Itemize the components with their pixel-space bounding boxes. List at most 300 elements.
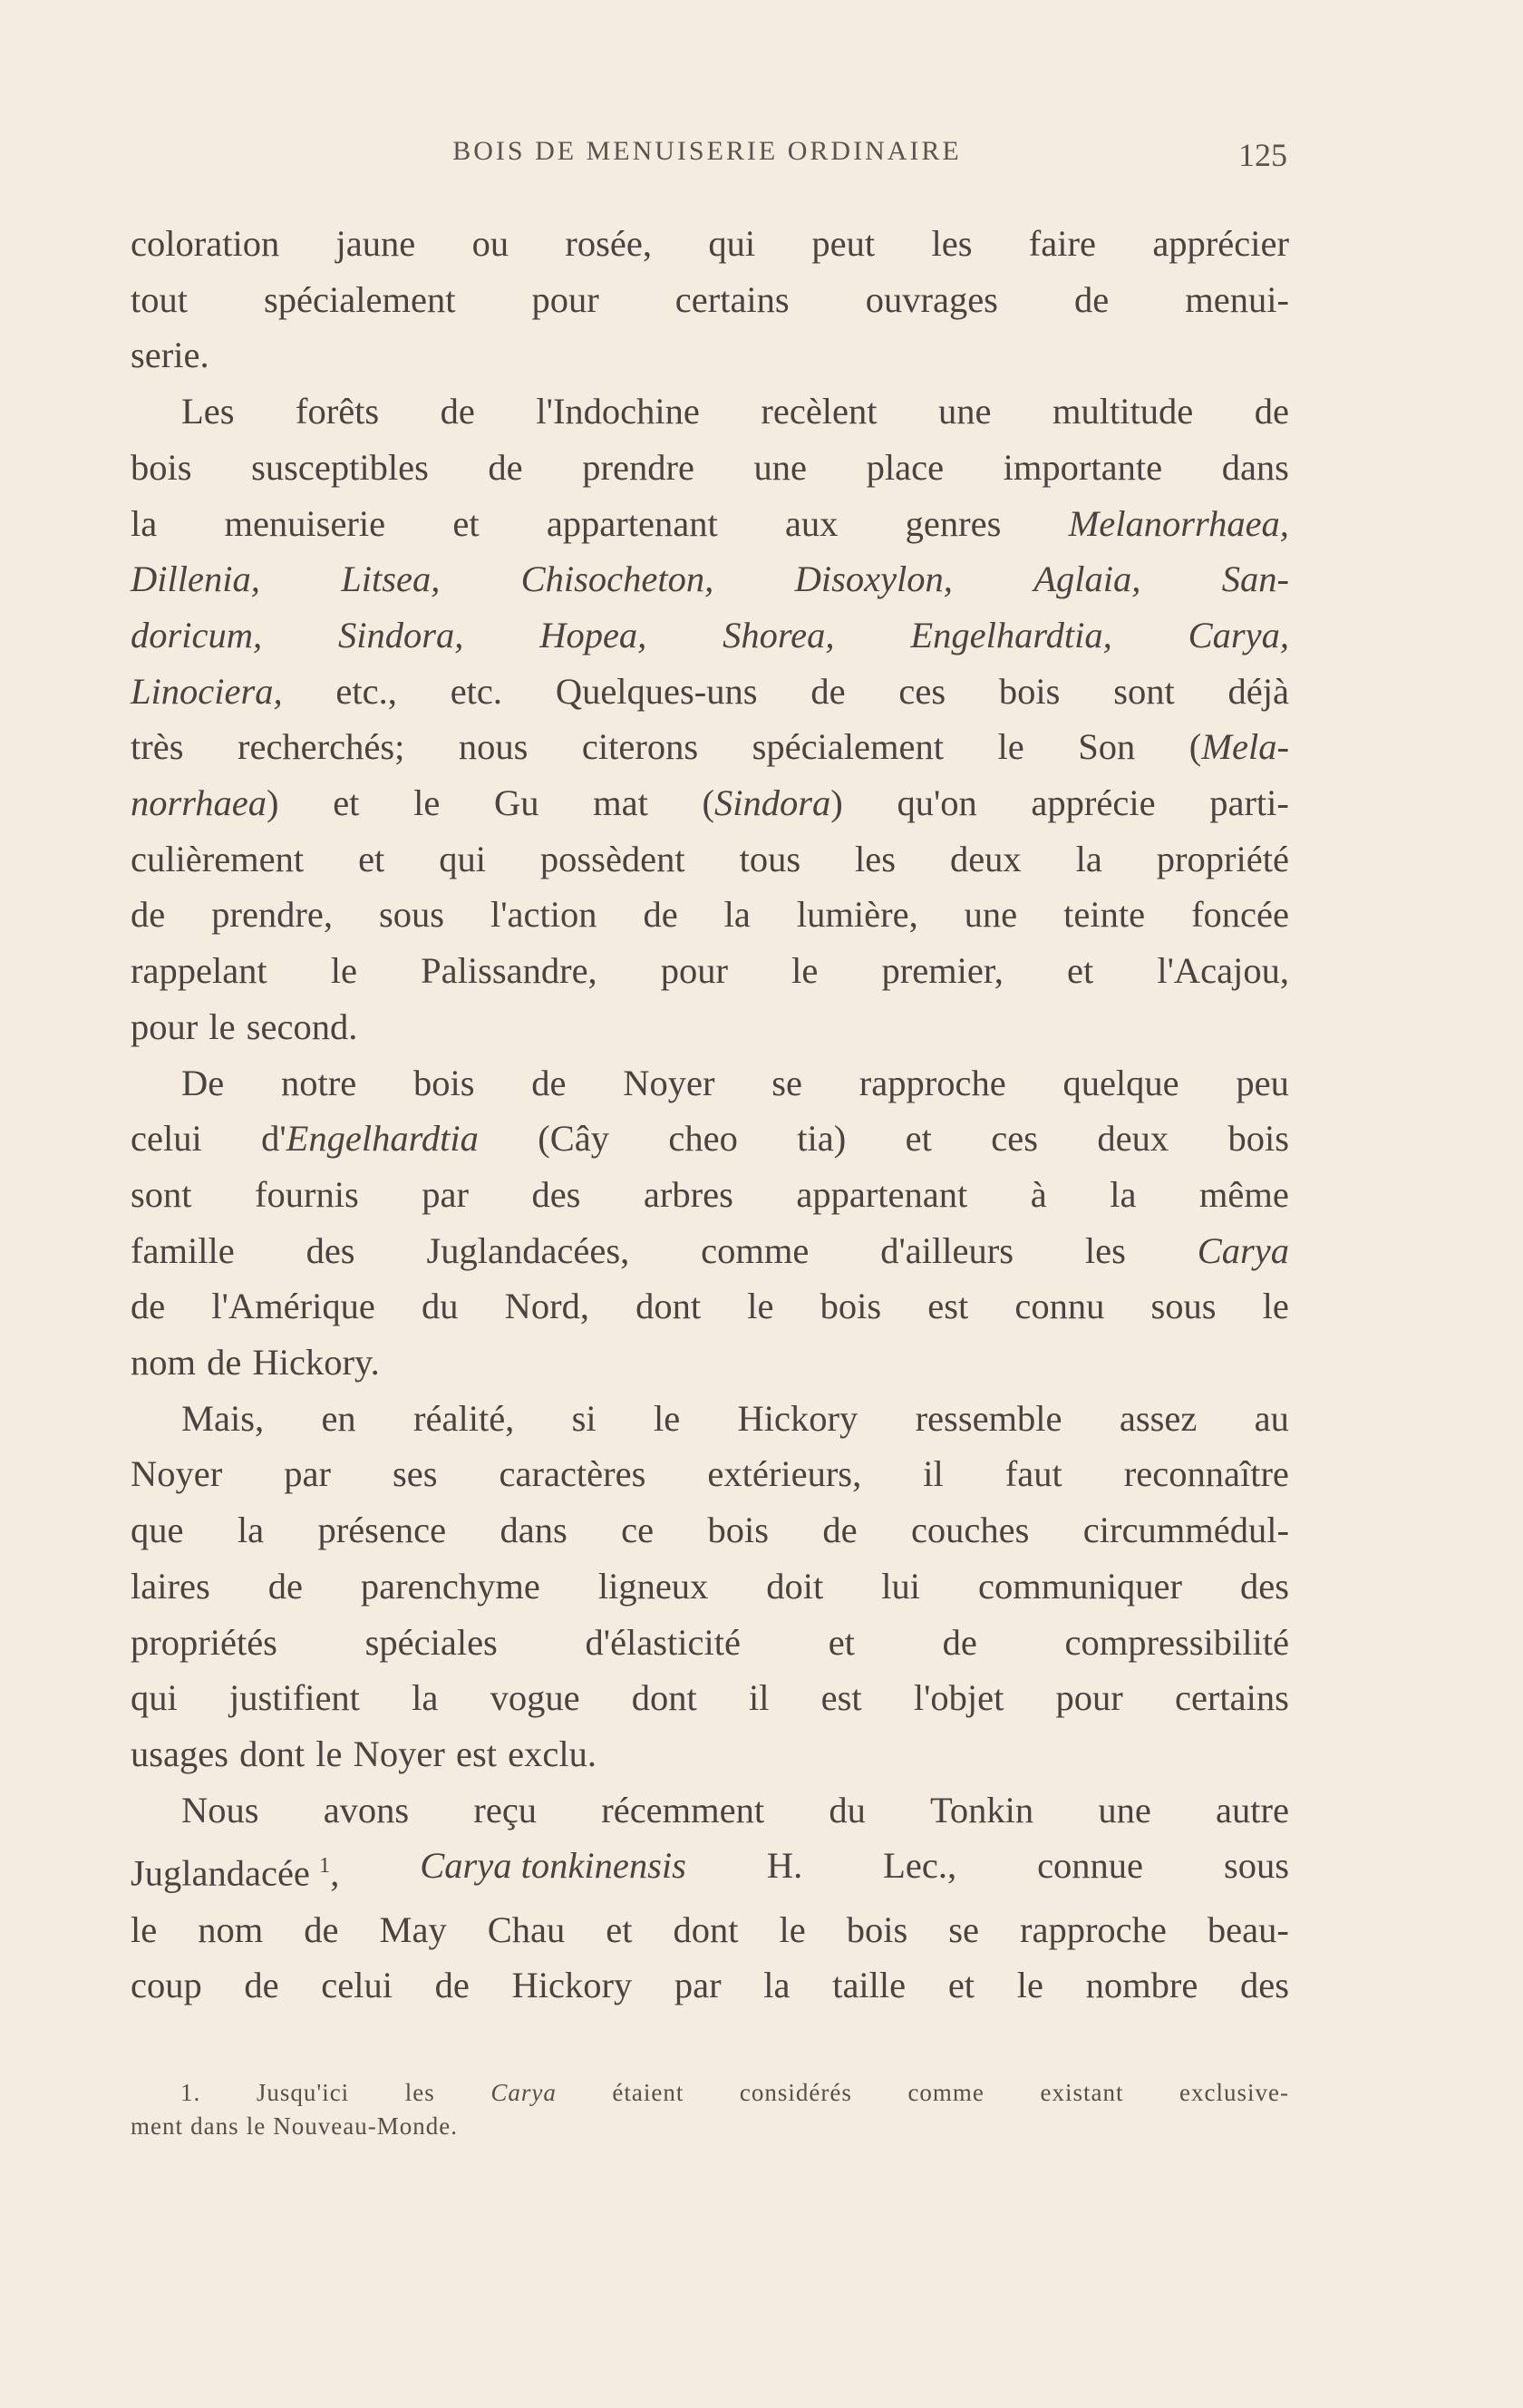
word: bois: [412, 1062, 475, 1103]
word: le: [1262, 1286, 1289, 1327]
word: des: [1239, 1565, 1289, 1607]
word: rappelant: [131, 950, 267, 992]
word: une: [1098, 1789, 1151, 1830]
word: vogue: [490, 1677, 580, 1719]
word: (Mela-: [1188, 726, 1289, 768]
page-number: 125: [1238, 137, 1287, 173]
word: culièrement: [131, 838, 305, 879]
word: apprécie: [1031, 782, 1156, 824]
text-line: [131, 999, 1289, 1055]
word: H.: [766, 1845, 803, 1887]
word: cheo: [668, 1118, 738, 1160]
word: Nouveau-Monde.: [273, 2112, 458, 2140]
word: Nous: [181, 1789, 259, 1830]
word: May: [379, 1908, 447, 1950]
word: avons: [323, 1789, 410, 1830]
word: de: [440, 391, 475, 432]
word: bois: [820, 1286, 882, 1327]
word: d'Engelhardtia: [261, 1118, 479, 1160]
word: forêts: [295, 391, 380, 432]
word: possèdent: [539, 838, 685, 879]
word: Sindora,: [337, 614, 464, 655]
word: Dillenia,: [131, 558, 260, 600]
word: étaient: [612, 2079, 684, 2106]
word: de: [131, 894, 166, 936]
word: dont: [673, 1908, 739, 1950]
word: présence: [317, 1510, 447, 1551]
word: de: [643, 894, 678, 936]
word: rapproche: [1019, 1908, 1167, 1950]
word: le: [246, 2112, 267, 2140]
word: même: [1198, 1173, 1289, 1215]
word: couches: [910, 1510, 1030, 1551]
word: et: [1066, 950, 1094, 992]
word: nombre: [1085, 1965, 1198, 2006]
word: lui: [881, 1565, 921, 1607]
word: faire: [1028, 223, 1096, 264]
running-title: BOIS DE MENUISERIE ORDINAIRE: [452, 136, 962, 166]
word: fournis: [255, 1173, 359, 1215]
word: Nord,: [504, 1286, 589, 1327]
word: les: [1084, 1229, 1126, 1271]
word: dont: [239, 1733, 306, 1774]
text-line: [131, 1391, 1289, 1447]
word: Carya: [1197, 1229, 1289, 1271]
word: bois: [707, 1510, 769, 1551]
word: de: [1254, 391, 1289, 432]
word: beau-: [1207, 1908, 1289, 1950]
word: prendre: [582, 446, 694, 488]
word: menuiserie: [224, 502, 386, 544]
word: la: [237, 1510, 265, 1551]
word: rapproche: [859, 1062, 1006, 1103]
word: une: [964, 894, 1018, 936]
text-line: [131, 1782, 1289, 1839]
word: faut: [1004, 1453, 1062, 1495]
word: le: [653, 1397, 681, 1439]
word: de: [822, 1510, 858, 1551]
word: des: [1239, 1965, 1289, 2006]
word: apprécier: [1152, 223, 1289, 264]
word: au: [1254, 1397, 1289, 1439]
word: Gu: [493, 782, 539, 824]
word: comme: [701, 1229, 810, 1271]
word: sous: [378, 894, 445, 936]
word: mat: [593, 782, 648, 824]
text-line: [131, 272, 1289, 328]
word: lumière,: [796, 894, 918, 936]
word: usages: [131, 1733, 228, 1774]
word: le: [1016, 1965, 1043, 2006]
word: taille: [832, 1965, 907, 2006]
word: qu'on: [897, 782, 977, 824]
word: autre: [1215, 1789, 1289, 1830]
word: nous: [458, 726, 529, 768]
word: foncée: [1191, 894, 1289, 936]
word: la: [763, 1965, 791, 2006]
word: tous: [739, 838, 801, 879]
word: de: [304, 1908, 339, 1950]
word: nom: [198, 1908, 264, 1950]
word: quelque: [1062, 1062, 1179, 1103]
word: serie.: [131, 335, 209, 376]
word: Chisocheton,: [520, 558, 714, 600]
word: certains: [1174, 1677, 1289, 1719]
word: pour: [531, 278, 599, 320]
word: spécialement: [752, 726, 944, 768]
word: Noyer: [353, 1733, 445, 1774]
word: une: [938, 391, 992, 432]
word: 1.: [180, 2079, 201, 2106]
word: genres: [905, 502, 1002, 544]
word: et: [452, 502, 480, 544]
word: en: [321, 1397, 356, 1439]
word: San-: [1221, 558, 1289, 600]
word: comme: [907, 2079, 985, 2106]
word: Carya,: [1188, 614, 1289, 655]
text-line: [131, 1670, 1289, 1726]
word: il: [748, 1677, 770, 1719]
word: Carya tonkinensis: [420, 1845, 686, 1887]
word: celui: [321, 1965, 393, 2006]
word: Palissandre,: [421, 950, 597, 992]
word: extérieurs,: [707, 1453, 862, 1495]
word: connu: [1014, 1286, 1105, 1327]
word: reçu: [473, 1789, 538, 1830]
text-line: [131, 1111, 1289, 1167]
word: et: [947, 1965, 975, 2006]
word: ses: [393, 1453, 438, 1495]
word: ou: [471, 223, 509, 264]
word: premier,: [881, 950, 1004, 992]
word: citerons: [581, 726, 699, 768]
word: pour: [131, 1005, 199, 1047]
word: et: [358, 838, 385, 879]
word: le: [131, 1908, 158, 1950]
word: réalité,: [413, 1397, 515, 1439]
word: la: [412, 1677, 439, 1719]
word: ce: [621, 1510, 655, 1551]
word: ces: [991, 1118, 1038, 1160]
word: arbres: [643, 1173, 733, 1215]
word: Linociera,: [131, 670, 283, 712]
word: les: [931, 223, 973, 264]
word: de: [131, 1286, 166, 1327]
text-line: [131, 1055, 1289, 1112]
word: dont: [635, 1286, 702, 1327]
word: menui-: [1185, 278, 1289, 320]
word: propriété: [1156, 838, 1289, 879]
word: ressemble: [915, 1397, 1062, 1439]
word: exclu.: [508, 1733, 597, 1774]
word: Hopea,: [539, 614, 647, 655]
word: pour: [660, 950, 729, 992]
word: si: [571, 1397, 597, 1439]
text-line: [131, 440, 1289, 496]
text-line: [131, 327, 1289, 384]
word: le: [330, 950, 357, 992]
word: de: [207, 1342, 242, 1384]
text-line: [131, 1278, 1289, 1335]
word: connue: [1037, 1845, 1144, 1887]
word: les: [855, 838, 897, 879]
word: d'ailleurs: [880, 1229, 1014, 1271]
word: pour: [1055, 1677, 1123, 1719]
word: le: [315, 1733, 343, 1774]
word: qui: [131, 1677, 178, 1719]
word: doricum,: [131, 614, 263, 655]
word: susceptibles: [251, 446, 429, 488]
word: considérés: [739, 2079, 852, 2106]
word: du: [829, 1789, 866, 1830]
word: (Cây: [538, 1118, 610, 1160]
word: très: [131, 726, 184, 768]
word: se: [948, 1908, 979, 1950]
word: Shorea,: [723, 614, 835, 655]
word: coloration: [131, 223, 280, 264]
text-line: [131, 1838, 1289, 1901]
word: bois: [131, 446, 192, 488]
word: Hickory.: [252, 1342, 380, 1384]
word: est: [820, 1677, 862, 1719]
word: Tonkin: [929, 1789, 1034, 1830]
word: place: [866, 446, 945, 488]
word: rosée,: [565, 223, 652, 264]
word: circummédul-: [1082, 1510, 1289, 1551]
word: le: [413, 782, 441, 824]
word: bois: [1227, 1118, 1289, 1160]
body-text: [131, 216, 1289, 2014]
word: Litsea,: [341, 558, 441, 600]
word: Engelhardtia,: [910, 614, 1112, 655]
word: par: [284, 1453, 331, 1495]
text-line: [131, 664, 1289, 720]
word: et: [828, 1621, 855, 1663]
word: qui: [708, 223, 756, 264]
word: l'Indochine: [536, 391, 700, 432]
word: (Sindora): [702, 782, 843, 824]
word: à: [1030, 1173, 1047, 1215]
word: deux: [1097, 1118, 1169, 1160]
word: une: [753, 446, 808, 488]
word: de: [488, 446, 523, 488]
word: famille: [131, 1229, 235, 1271]
word: dans: [500, 1510, 567, 1551]
text-line: [131, 496, 1289, 552]
word: les: [404, 2079, 435, 2106]
word: la: [723, 894, 751, 936]
word: caractères: [499, 1453, 646, 1495]
word: de: [267, 1565, 303, 1607]
word: notre: [281, 1062, 357, 1103]
word: etc.: [450, 670, 503, 712]
word: deux: [949, 838, 1022, 879]
word: celui: [131, 1118, 202, 1160]
word: l'objet: [913, 1677, 1004, 1719]
text-line: [131, 1446, 1289, 1502]
word: déjà: [1227, 670, 1289, 712]
word: etc.,: [335, 670, 397, 712]
footnote-line: [131, 2110, 1289, 2143]
word: Quelques-uns: [555, 670, 758, 712]
word: de: [531, 1062, 567, 1103]
word: de: [810, 670, 846, 712]
text-line: [131, 216, 1289, 272]
paragraph: [131, 384, 1289, 1054]
word: dans: [1221, 446, 1289, 488]
footnote-line: [131, 2076, 1289, 2110]
word: ces: [898, 670, 946, 712]
word: l'Amérique: [211, 1286, 375, 1327]
word: recèlent: [761, 391, 878, 432]
word: que: [131, 1510, 184, 1551]
word: bois: [846, 1908, 908, 1950]
word: le: [779, 1908, 806, 1950]
text-line: [131, 943, 1289, 999]
word: doit: [766, 1565, 824, 1607]
word: sont: [1113, 670, 1175, 712]
word: sous: [1150, 1286, 1217, 1327]
word: des: [531, 1173, 581, 1215]
text-line: [131, 384, 1289, 440]
word: et: [333, 782, 360, 824]
word: multitude: [1052, 391, 1194, 432]
word: recherchés;: [237, 726, 405, 768]
word: Disoxylon,: [794, 558, 953, 600]
word: parti-: [1209, 782, 1289, 824]
word: qui: [439, 838, 486, 879]
word: est: [456, 1733, 498, 1774]
word: tia): [797, 1118, 847, 1160]
paragraph: [131, 216, 1289, 384]
word: du: [421, 1286, 459, 1327]
word: dans: [190, 2112, 239, 2140]
word: parenchyme: [360, 1565, 540, 1607]
word: Melanorrhaea,: [1068, 502, 1289, 544]
word: Hickory: [737, 1397, 859, 1439]
text-line: [131, 887, 1289, 943]
text-line: [131, 1223, 1289, 1279]
text-line: [131, 831, 1289, 888]
word: sont: [131, 1173, 192, 1215]
word: Les: [181, 391, 235, 432]
word: ligneux: [597, 1565, 709, 1607]
word: Noyer: [623, 1062, 715, 1103]
word: l'action: [490, 894, 597, 936]
text-line: [131, 1558, 1289, 1615]
text-line: [131, 551, 1289, 607]
running-head: [127, 136, 1287, 172]
word: est: [927, 1286, 969, 1327]
word: Mais,: [181, 1397, 265, 1439]
word: spéciales: [364, 1621, 498, 1663]
word: de: [942, 1621, 977, 1663]
text-line: [131, 1902, 1289, 1958]
word: appartenant: [546, 502, 718, 544]
word: peu: [1236, 1062, 1289, 1103]
word: appartenant: [796, 1173, 968, 1215]
word: Aglaia,: [1033, 558, 1141, 600]
word: peut: [811, 223, 876, 264]
footnote: [131, 2076, 1289, 2143]
word: et: [606, 1908, 633, 1950]
word: se: [771, 1062, 802, 1103]
word: récemment: [601, 1789, 765, 1830]
text-line: [131, 1167, 1289, 1223]
word: ment: [131, 2112, 183, 2140]
word: la: [1075, 838, 1102, 879]
word: bois: [998, 670, 1061, 712]
word: laires: [131, 1565, 210, 1607]
word: la: [1110, 1173, 1137, 1215]
word: Jusqu'ici: [256, 2079, 350, 2106]
text-line: [131, 1502, 1289, 1558]
word: norrhaea): [131, 782, 279, 824]
word: teinte: [1063, 894, 1146, 936]
word: par: [422, 1173, 469, 1215]
word: Noyer: [131, 1453, 223, 1495]
word: le: [997, 726, 1024, 768]
word: de: [244, 1965, 279, 2006]
word: la: [131, 502, 158, 544]
word: aux: [784, 502, 839, 544]
text-line: [131, 1726, 1289, 1782]
text-line: [131, 607, 1289, 664]
word: il: [923, 1453, 944, 1495]
word: coup: [131, 1965, 202, 2006]
word: l'Acajou,: [1157, 950, 1289, 992]
word: Juglandacées,: [426, 1229, 630, 1271]
word: et: [905, 1118, 932, 1160]
word: compressibilité: [1064, 1621, 1289, 1663]
word: Juglandacée $^1$,: [131, 1852, 340, 1894]
text-line: [131, 719, 1289, 775]
word: par: [674, 1965, 722, 2006]
word: de: [434, 1965, 470, 2006]
word: Son: [1078, 726, 1136, 768]
text-line: [131, 1615, 1289, 1671]
word: exclusive-: [1179, 2079, 1289, 2106]
paragraph: [131, 1782, 1289, 2014]
word: le: [209, 1005, 236, 1047]
word: reconnaître: [1123, 1453, 1289, 1495]
word: nom: [131, 1342, 197, 1384]
word: importante: [1003, 446, 1163, 488]
paragraph: [131, 1391, 1289, 1782]
word: Carya: [490, 2079, 557, 2106]
word: sous: [1223, 1845, 1289, 1887]
word: assez: [1119, 1397, 1198, 1439]
word: Lec.,: [883, 1845, 957, 1887]
text-line: [131, 1335, 1289, 1391]
paragraph: [131, 1055, 1289, 1391]
word: des: [306, 1229, 355, 1271]
word: De: [181, 1062, 225, 1103]
word: d'élasticité: [585, 1621, 741, 1663]
word: de: [1073, 278, 1110, 320]
word: le: [791, 950, 819, 992]
word: communiquer: [978, 1565, 1182, 1607]
word: propriétés: [131, 1621, 277, 1663]
text-line: [131, 1957, 1289, 2014]
word: Hickory: [511, 1965, 633, 2006]
word: existant: [1040, 2079, 1124, 2106]
word: tout: [131, 278, 189, 320]
word: spécialement: [264, 278, 456, 320]
word: prendre,: [211, 894, 334, 936]
word: justifient: [228, 1677, 360, 1719]
word: ouvrages: [865, 278, 998, 320]
